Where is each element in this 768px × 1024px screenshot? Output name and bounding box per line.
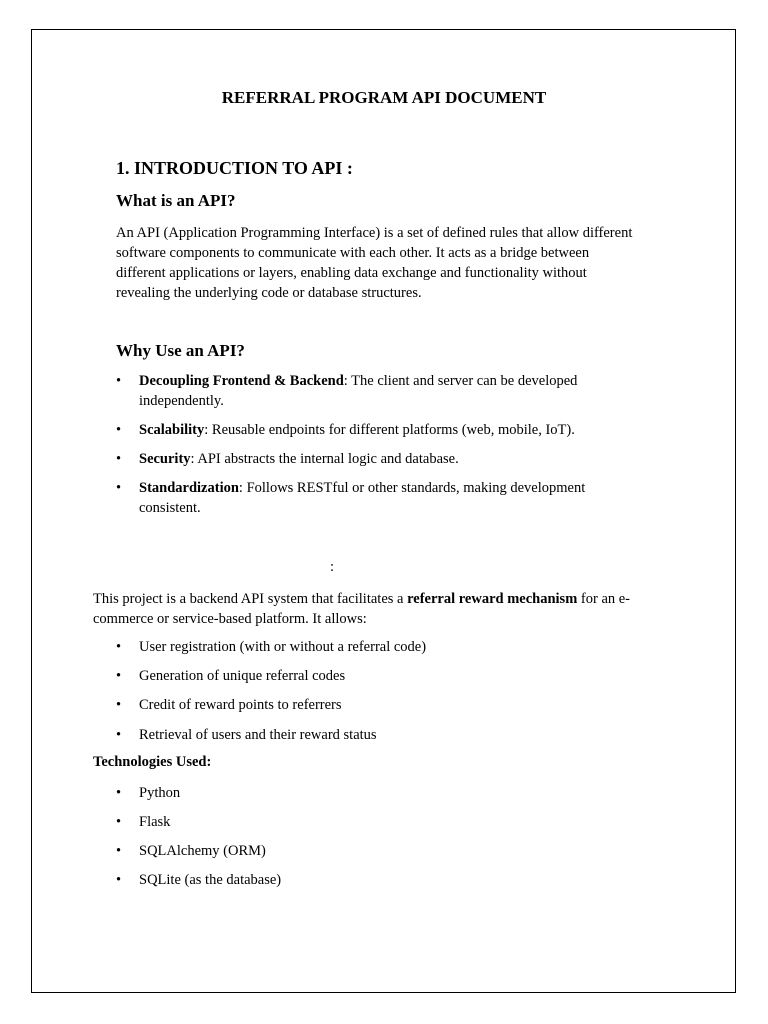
list-item-text: Retrieval of users and their reward status: [139, 727, 377, 743]
bullet-icon: •: [116, 785, 122, 801]
list-item-text: [139, 420, 575, 440]
list-item-continuation: independently.: [139, 393, 224, 409]
stray-colon: :: [330, 559, 335, 575]
bullet-icon: •: [116, 422, 122, 438]
paragraph-emphasis: referral reward mechanism: [407, 591, 578, 607]
list-item-text: Python: [139, 785, 181, 801]
list-item-description: : API abstracts the internal logic and database.: [190, 451, 459, 467]
list-item-term: Standardization: [139, 480, 239, 496]
bullet-icon: •: [116, 480, 122, 496]
paragraph-line: revealing the underlying code or database structures.: [116, 285, 422, 301]
list-item-text: Credit of reward points to referrers: [139, 697, 342, 713]
bullet-icon: •: [116, 373, 122, 389]
paragraph-line: different applications or layers, enabling data exchange and functionality without: [116, 265, 587, 281]
paragraph-line: software components to communicate with each other. It acts as a bridge between: [116, 245, 590, 261]
list-item-text: SQLAlchemy (ORM): [139, 843, 266, 859]
paragraph-line: An API (Application Programming Interface) is a set of defined rules that allow different: [116, 225, 633, 241]
list-item-term: Scalability: [139, 422, 205, 438]
paragraph-line: [93, 589, 683, 609]
list-item-text: User registration (with or without a referral code): [139, 639, 427, 655]
paragraph-line: commerce or service-based platform. It allows:: [93, 611, 367, 627]
heading-why-use-api: Why Use an API?: [116, 341, 245, 360]
list-item-text: [139, 478, 585, 518]
paragraph-text: for an e-: [577, 591, 631, 607]
list-item-term: Decoupling Frontend & Backend: [139, 373, 344, 389]
bullet-icon: •: [116, 872, 122, 888]
paragraph-text: This project is a backend API system that facilitates a: [93, 591, 408, 607]
bullet-icon: •: [116, 668, 122, 684]
what-is-api-paragraph: [116, 223, 676, 303]
list-item-text: [139, 449, 459, 469]
list-item-text: [139, 371, 577, 411]
list-item-description: : Reusable endpoints for different platforms (web, mobile, IoT).: [204, 422, 575, 438]
technologies-heading: Technologies Used:: [93, 754, 212, 770]
section-heading-introduction: 1. INTRODUCTION TO API :: [116, 158, 353, 178]
bullet-icon: •: [116, 451, 122, 467]
heading-what-is-api: What is an API?: [116, 191, 236, 210]
list-item-description: : Follows RESTful or other standards, making development: [238, 480, 586, 496]
list-item-continuation: consistent.: [139, 500, 201, 516]
bullet-icon: •: [116, 639, 122, 655]
project-paragraph: [93, 589, 683, 629]
list-item-term: Security: [139, 451, 191, 467]
bullet-icon: •: [116, 697, 122, 713]
bullet-icon: •: [116, 727, 122, 743]
list-item-text: SQLite (as the database): [139, 872, 282, 888]
list-item-text: Generation of unique referral codes: [139, 668, 346, 684]
list-item-text: Flask: [139, 814, 171, 830]
document-title: REFERRAL PROGRAM API DOCUMENT: [221, 88, 547, 107]
bullet-icon: •: [116, 814, 122, 830]
list-item-description: : The client and server can be developed: [343, 373, 578, 389]
bullet-icon: •: [116, 843, 122, 859]
